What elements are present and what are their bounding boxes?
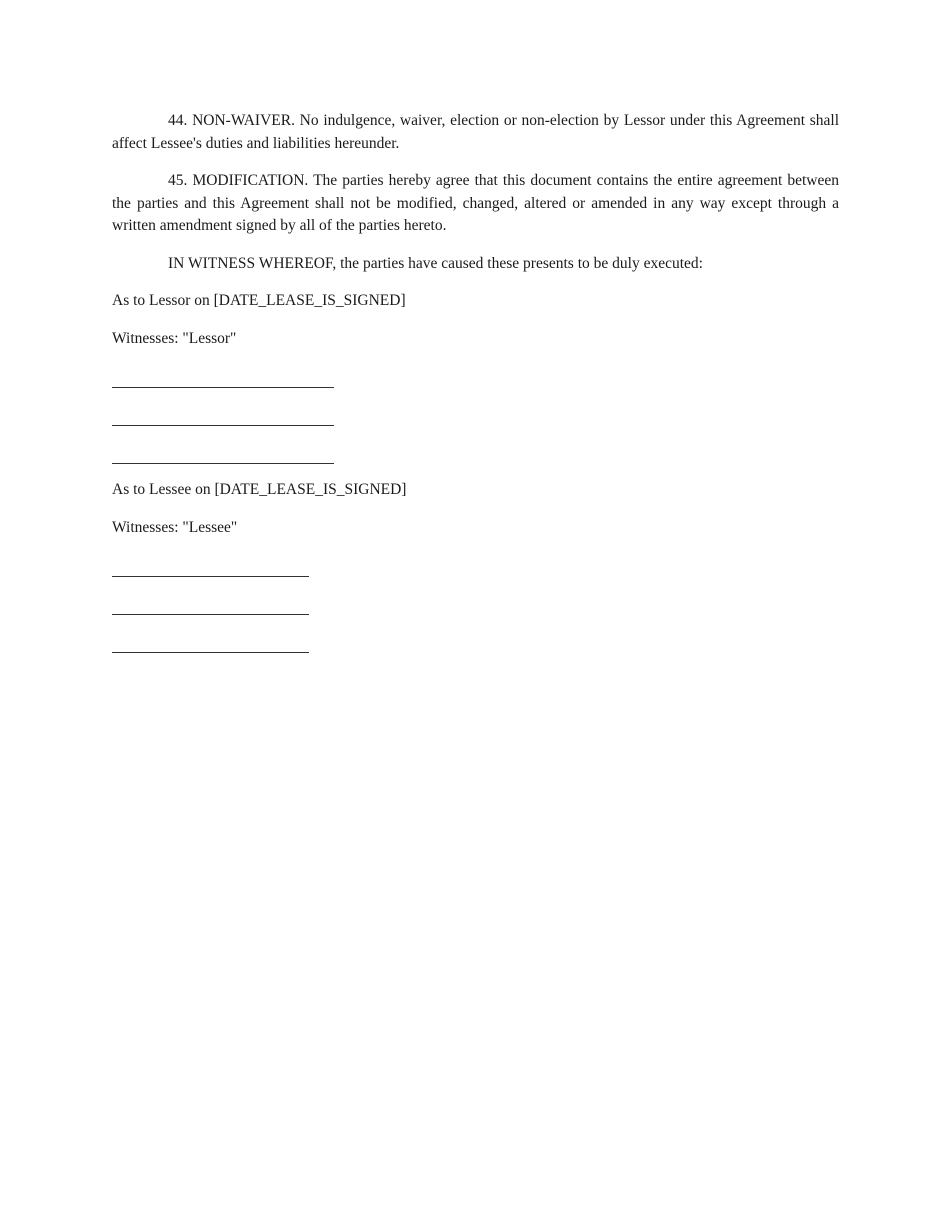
- paragraph-modification: 45. MODIFICATION. The parties hereby agree that this document contains the entire agreement between the parties and this Agreement shall not be modified, changed, altered or amended in any way except through a written amendment signed by all of the parties hereto.: [112, 172, 839, 234]
- lessor-witnesses-label: Witnesses: "Lessor": [112, 329, 237, 347]
- signature-rule: [112, 387, 334, 388]
- lessee-signature-line-3: [112, 630, 839, 653]
- lessor-date-line: As to Lessor on [DATE_LEASE_IS_SIGNED]: [112, 292, 406, 309]
- lessee-date-line: As to Lessee on [DATE_LEASE_IS_SIGNED]: [112, 481, 407, 498]
- paragraph-non-waiver: 44. NON-WAIVER. No indulgence, waiver, election or non-election by Lessor under this Agreement shall affect Lessee's duties and liabilities hereunder.: [112, 112, 839, 152]
- signature-rule: [112, 425, 334, 426]
- lessee-signature-line-1: [112, 554, 839, 577]
- lessor-signature-line-2: [112, 403, 839, 426]
- witness-clause: IN WITNESS WHEREOF, the parties have caused these presents to be duly executed:: [168, 254, 703, 272]
- signature-rule: [112, 652, 309, 653]
- signature-rule: [112, 576, 309, 577]
- lessor-signature-lines: [112, 365, 839, 464]
- lessee-signature-line-2: [112, 592, 839, 615]
- lessor-signature-line-3: [112, 441, 839, 464]
- signature-rule: [112, 463, 334, 464]
- lessor-signature-line-1: [112, 365, 839, 388]
- document-page: [112, 110, 839, 668]
- lessee-witnesses-label: Witnesses: "Lessee": [112, 518, 238, 536]
- signature-rule: [112, 614, 309, 615]
- lessee-signature-lines: [112, 554, 839, 653]
